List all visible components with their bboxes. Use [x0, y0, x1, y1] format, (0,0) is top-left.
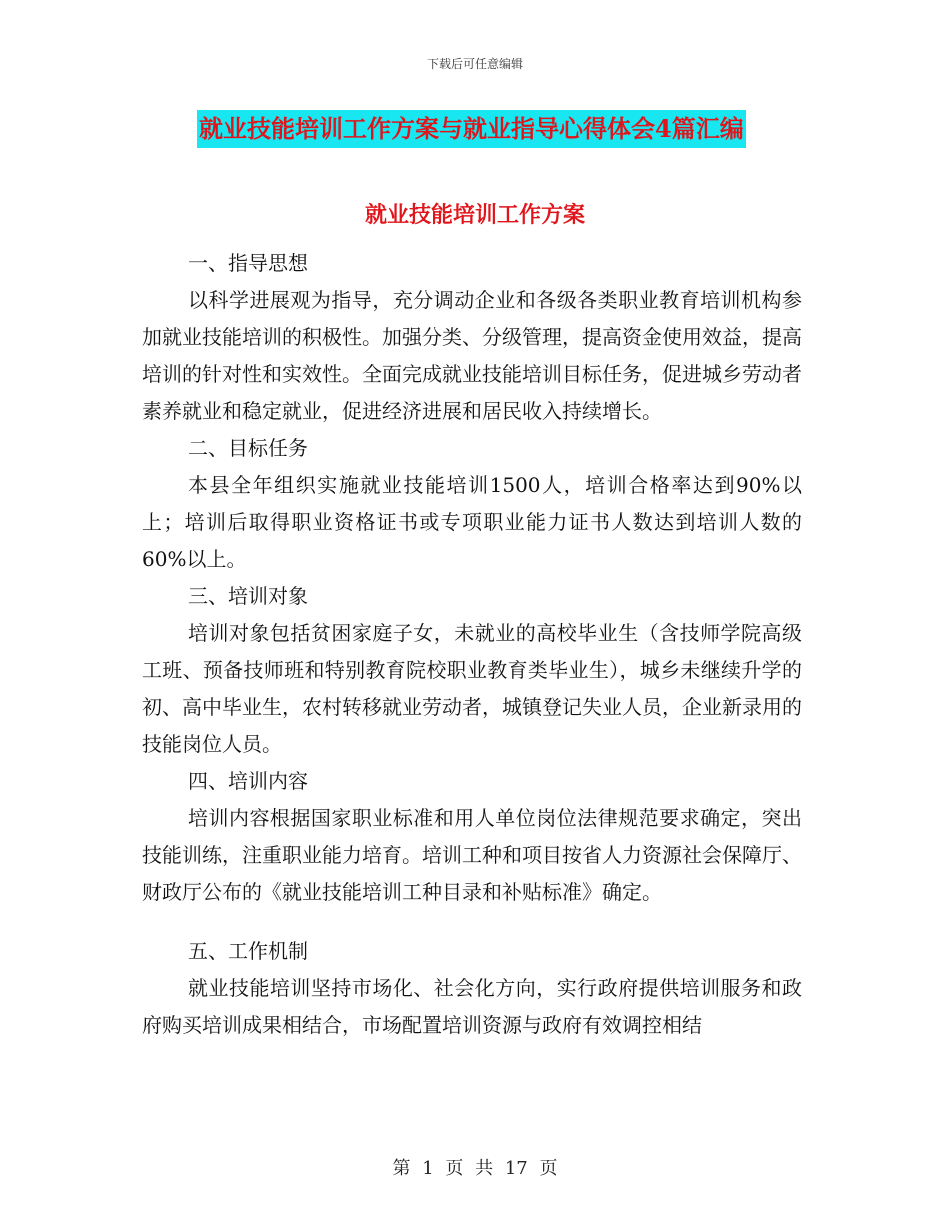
heading-target-tasks: 二、目标任务	[188, 436, 308, 460]
header-note: 下载后可任意编辑	[426, 57, 523, 71]
document-body	[142, 245, 802, 1044]
paragraph-training-content: 培训内容根据国家职业标准和用人单位岗位法律规范要求确定，突出技能训练，注重职业能力培育。培训工种和项目按省人力资源社会保障厅、财政厅公布的《就业技能培训工种目录和补贴标准》确定。	[142, 806, 802, 904]
heading-training-targets: 三、培训对象	[188, 584, 308, 608]
paragraph-target-tasks: 本县全年组织实施就业技能培训1500人，培训合格率达到90%以上；培训后取得职业资格证书或专项职业能力证书人数达到培训人数的60%以上。	[142, 473, 802, 571]
section-title: 就业技能培训工作方案	[364, 202, 585, 228]
heading-training-content: 四、培训内容	[188, 769, 308, 793]
heading-work-mechanism: 五、工作机制	[188, 939, 308, 963]
document-title: 就业技能培训工作方案与就业指导心得体会4篇汇编	[197, 110, 746, 148]
paragraph-work-mechanism: 就业技能培训坚持市场化、社会化方向，实行政府提供培训服务和政府购买培训成果相结合，市场配置培训资源与政府有效调控相结	[142, 976, 802, 1037]
paragraph-guiding-thought: 以科学进展观为指导，充分调动企业和各级各类职业教育培训机构参加就业技能培训的积极性。加强分类、分级管理，提高资金使用效益，提高培训的针对性和实效性。全面完成就业技能培训目标任务，促进城乡劳动者素养就业和稳定就业，促进经济进展和居民收入持续增长。	[142, 288, 802, 423]
heading-guiding-thought: 一、指导思想	[188, 251, 308, 275]
paragraph-training-targets: 培训对象包括贫困家庭子女，未就业的高校毕业生（含技师学院高级工班、预备技师班和特别教育院校职业教育类毕业生），城乡未继续升学的初、高中毕业生，农村转移就业劳动者，城镇登记失业人员，企业新录用的技能岗位人员。	[142, 621, 802, 756]
page-footer: 第 1 页 共 17 页	[392, 1158, 558, 1179]
